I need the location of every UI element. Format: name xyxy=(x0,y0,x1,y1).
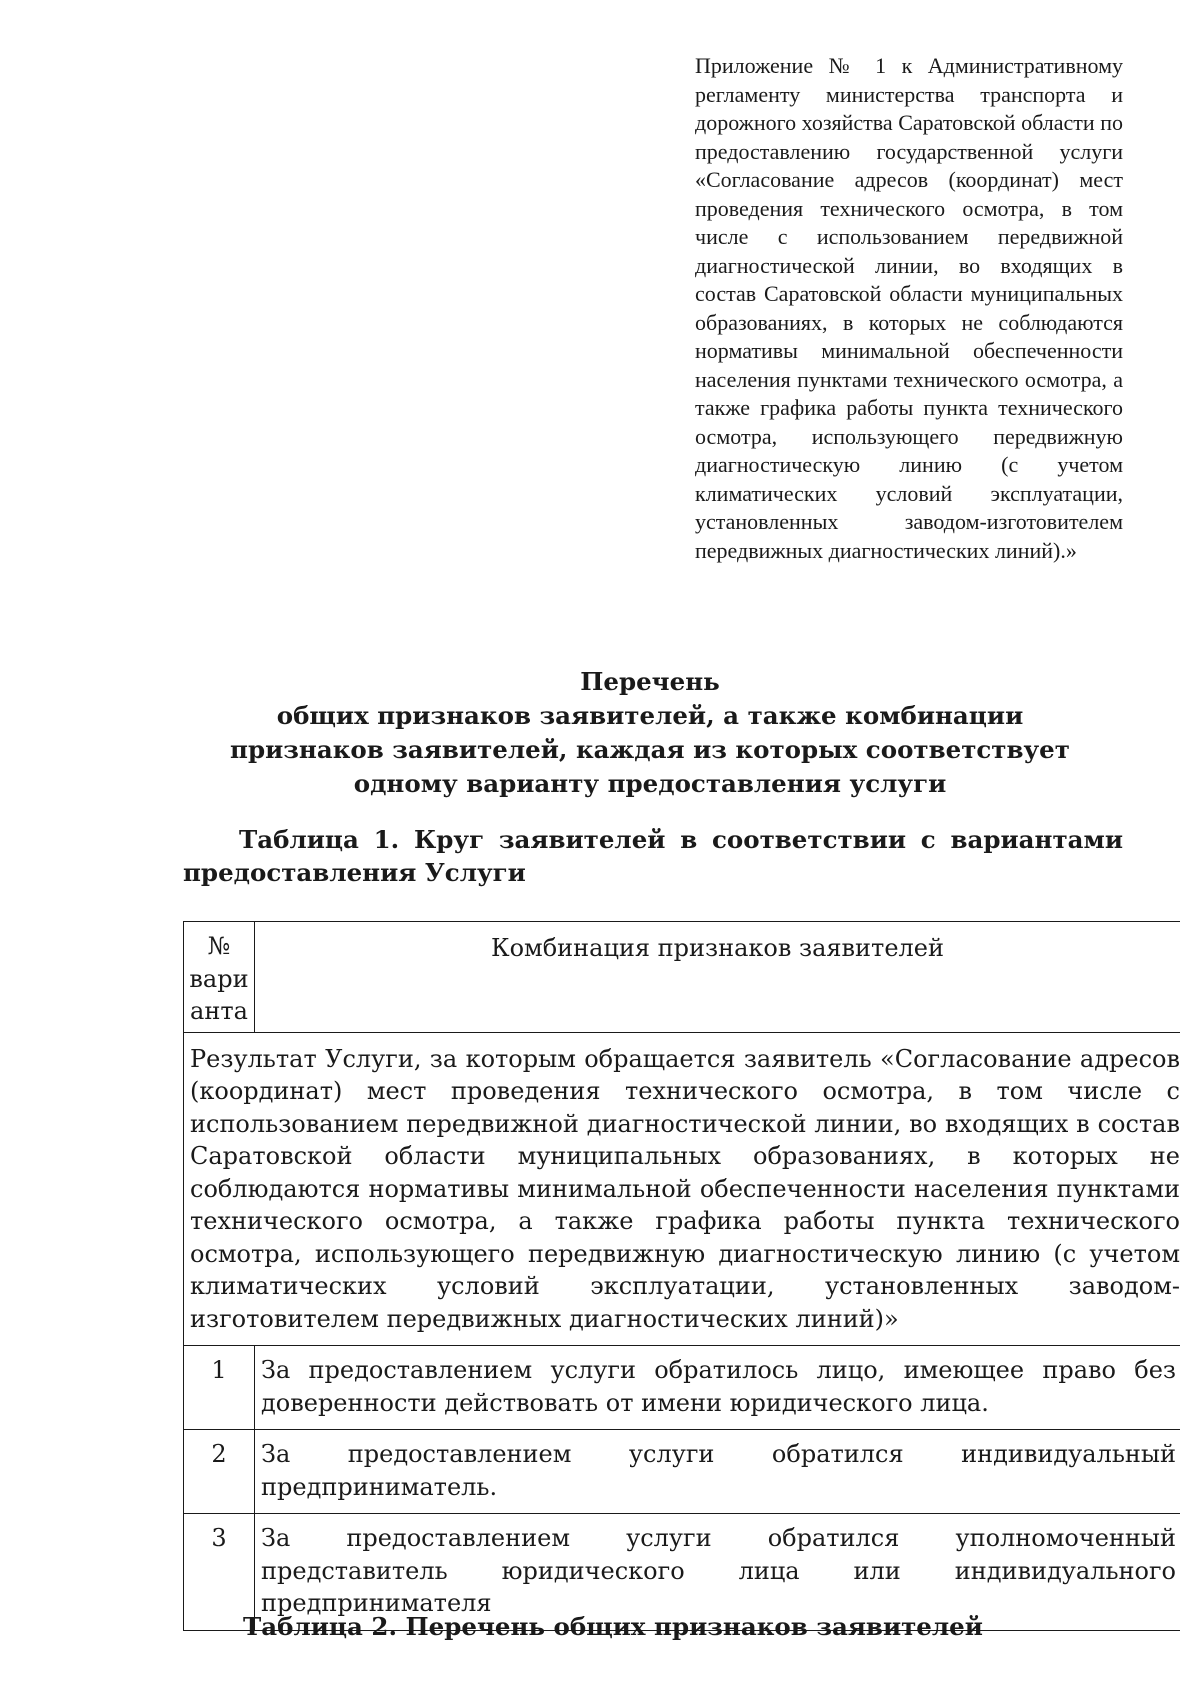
result-row xyxy=(184,1032,1181,1346)
table1-caption-line-1: Таблица 1. Круг заявителей в соответствии с вариантами xyxy=(239,825,1123,854)
appendix-note: Приложение № 1 к Административному регламенту министерства транспорта и дорожного хозяйства Саратовской области по предоставлению государственной услуги «Согласование адресов (координат) мест проведения технического осмотра, в том числе с использованием передвижной диагностической линии, во входящих в состав Саратовской области муниципальных образованиях, в которых не соблюдаются нормативы минимальной обеспеченности населения пунктами технического осмотра, а также графика работы пункта технического осмотра, использующего передвижную диагностическую линию (с учетом климатических условий эксплуатации, установленных заводом-изготовителем передвижных диагностических линий).» xyxy=(695,53,1123,563)
variant-description: За предоставлением услуги обратился уполномоченный представитель юридического лица или индивидуального предпринимателя xyxy=(255,1514,1181,1631)
variant-description: За предоставлением услуги обратилось лицо, имеющее право без доверенности действовать от имени юридического лица. xyxy=(255,1346,1181,1430)
title-line-3: признаков заявителей, каждая из которых соответствует xyxy=(230,735,1070,764)
title-line-1: Перечень xyxy=(580,667,720,696)
variant-number: 3 xyxy=(184,1514,255,1631)
variant-description: За предоставлением услуги обратился индивидуальный предприниматель. xyxy=(255,1430,1181,1514)
applicant-variants-table xyxy=(183,921,1180,1631)
service-result-cell: Результат Услуги, за которым обращается заявитель «Согласование адресов (координат) мест проведения технического осмотра, в том числе с использованием передвижной диагностической линии, во входящих в состав Саратовской области муниципальных образованиях, в которых не соблюдаются нормативы минимальной обеспеченности населения пунктами технического осмотра, а также графика работы пункта технического осмотра, использующего передвижную диагностическую линию (с учетом климатических условий эксплуатации, установленных заводом-изготовителем передвижных диагностических линий)» xyxy=(184,1032,1181,1346)
title-line-2: общих признаков заявителей, а также комбинации xyxy=(276,701,1024,730)
table1-caption-line-2: предоставления Услуги xyxy=(183,858,526,887)
document-title xyxy=(160,665,1140,801)
table-row xyxy=(184,1346,1181,1430)
header-variant-number xyxy=(184,922,255,1033)
variant-number: 2 xyxy=(184,1430,255,1514)
table-header-row xyxy=(184,922,1181,1033)
table2-caption: Таблица 2. Перечень общих признаков заявителей xyxy=(243,1612,983,1641)
header-variant-number-label: № вари анта xyxy=(189,932,249,1025)
variant-number: 1 xyxy=(184,1346,255,1430)
table-row xyxy=(184,1430,1181,1514)
title-line-4: одному варианту предоставления услуги xyxy=(353,769,947,798)
table1-caption xyxy=(183,823,1123,889)
header-combination: Комбинация признаков заявителей xyxy=(255,922,1181,1033)
